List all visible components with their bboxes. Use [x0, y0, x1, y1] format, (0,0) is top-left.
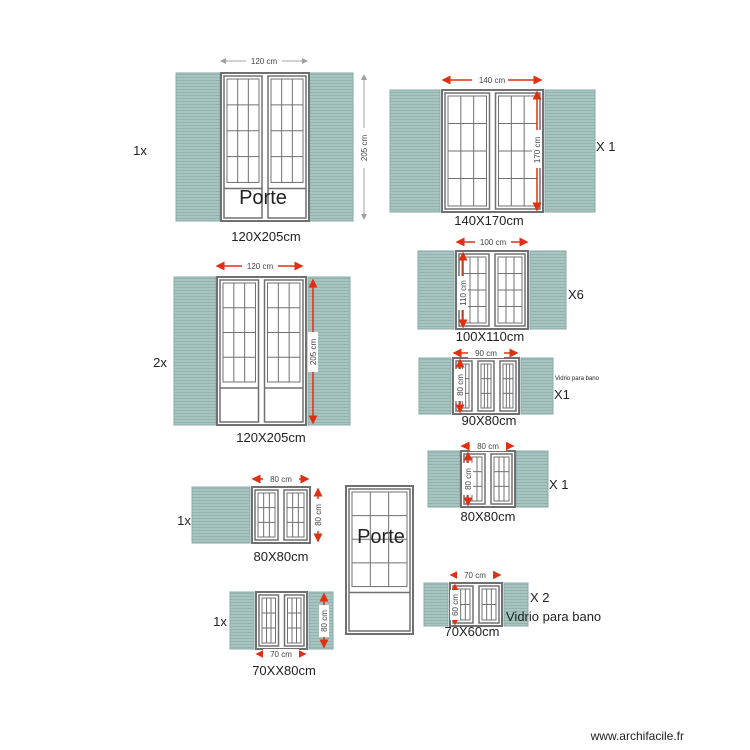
- size-label: 80X80cm: [460, 509, 516, 524]
- height-label: 205 cm: [309, 338, 318, 366]
- footer-link[interactable]: www.archifacile.fr: [590, 729, 684, 743]
- shutter-left: [174, 277, 216, 425]
- window-unit-5[interactable]: [419, 348, 600, 428]
- quantity-label: X 2: [530, 590, 550, 605]
- door-frame: [217, 277, 306, 425]
- width-label: 80 cm: [477, 442, 499, 451]
- height-label: 110 cm: [459, 280, 468, 306]
- width-label: 140 cm: [478, 76, 506, 85]
- shutter-right: [521, 358, 553, 414]
- width-label: 100 cm: [479, 238, 507, 247]
- window-frame: [442, 90, 543, 212]
- note-label: Vidrio para bano: [555, 376, 599, 382]
- height-label: 205 cm: [360, 134, 369, 162]
- quantity-label: X6: [568, 287, 584, 302]
- height-label: 80 cm: [456, 374, 465, 396]
- quantity-label: X1: [554, 387, 570, 402]
- shutter-right: [545, 90, 595, 212]
- shutter-right: [516, 451, 548, 507]
- window-unit-6[interactable]: [428, 441, 569, 524]
- shutter-left: [390, 90, 440, 212]
- shutter-left: [424, 583, 448, 626]
- porte-label: Porte: [357, 526, 405, 548]
- height-label: 170 cm: [533, 136, 542, 164]
- size-label: 140X170cm: [454, 213, 524, 228]
- window-unit-4[interactable]: [418, 237, 584, 344]
- window-frame: [252, 487, 310, 543]
- quantity-label: 1x: [177, 513, 191, 528]
- shutter-left: [419, 358, 451, 414]
- shutter-left: [418, 251, 454, 329]
- width-label: 80 cm: [270, 475, 292, 484]
- quantity-label: X 1: [549, 477, 569, 492]
- size-label: 120X205cm: [231, 229, 301, 244]
- window-frame: [256, 592, 307, 649]
- shutter-left: [176, 73, 220, 221]
- shutter-left: [192, 487, 250, 543]
- width-label: 120 cm: [250, 57, 278, 66]
- height-label: 80 cm: [314, 504, 323, 526]
- door-unit-8[interactable]: [346, 486, 413, 634]
- shutter-left: [428, 451, 460, 507]
- size-label: 70XX80cm: [252, 663, 316, 678]
- window-unit-9[interactable]: [213, 592, 333, 678]
- window-unit-10[interactable]: [424, 570, 601, 639]
- shutter-right: [309, 73, 353, 221]
- window-unit-3[interactable]: [153, 261, 350, 445]
- size-label: 120X205cm: [236, 430, 306, 445]
- window-unit-7[interactable]: [177, 474, 323, 564]
- quantity-label: X 1: [596, 139, 616, 154]
- size-label: 80X80cm: [253, 549, 309, 564]
- width-label: 70 cm: [270, 650, 292, 659]
- size-label: 90X80cm: [461, 413, 517, 428]
- height-label: 60 cm: [451, 594, 460, 616]
- height-label: 80 cm: [464, 468, 473, 490]
- door-frame: [346, 486, 413, 634]
- height-label: 80 cm: [320, 610, 329, 632]
- quantity-label: 2x: [153, 355, 167, 370]
- size-label: 70X60cm: [444, 624, 500, 639]
- width-label: 70 cm: [464, 571, 486, 580]
- quantity-label: 1x: [133, 143, 147, 158]
- shutter-left: [230, 592, 254, 649]
- window-unit-1[interactable]: [133, 56, 369, 244]
- quantity-label: 1x: [213, 614, 227, 629]
- width-label: 90 cm: [475, 349, 497, 358]
- note-label: Vidrio para bano: [506, 609, 602, 624]
- shutter-right: [530, 251, 566, 329]
- size-label: 100X110cm: [455, 329, 525, 344]
- porte-label: Porte: [239, 187, 287, 209]
- window-unit-2[interactable]: [390, 75, 616, 228]
- width-label: 120 cm: [246, 262, 274, 271]
